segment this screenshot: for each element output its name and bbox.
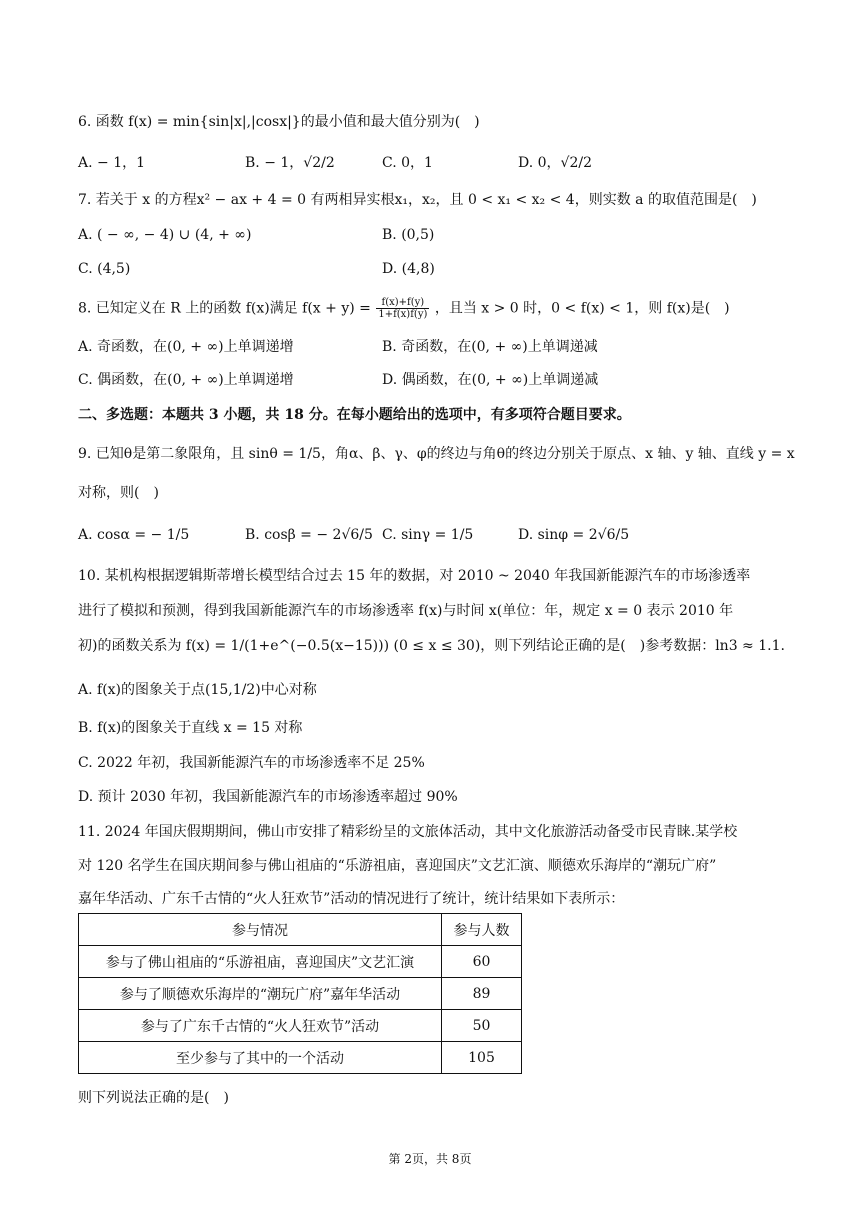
table-header-cell: 参与人数 <box>442 914 522 946</box>
table-cell: 105 <box>442 1042 522 1074</box>
q9-option-a: A. cosα = − 1/5 <box>78 527 190 543</box>
q8-fraction-numerator: f(x)+f(y) <box>376 297 429 309</box>
q6-stem: 6. 函数 f(x) = min{sin|x|,|cosx|}的最小值和最大值分别为( ) <box>78 114 480 130</box>
section-heading: 二、多选题：本题共 3 小题，共 18 分。在每小题给出的选项中，有多项符合题目要求。 <box>78 407 631 423</box>
table-cell: 50 <box>442 1010 522 1042</box>
q9-stem-line1: 9. 已知θ是第二象限角，且 sinθ = 1/5，角α、β、γ、φ的终边与角θ的终边分别关于原点、x 轴、y 轴、直线 y = x <box>78 446 795 462</box>
q8-option-c: C. 偶函数，在(0, + ∞)上单调递增 <box>78 372 294 388</box>
table-cell: 参与了佛山祖庙的“乐游祖庙，喜迎国庆”文艺汇演 <box>79 946 442 978</box>
q7-option-d: D. (4,8) <box>382 261 435 277</box>
q11-stem-line2: 对 120 名学生在国庆期间参与佛山祖庙的“乐游祖庙，喜迎国庆”文艺汇演、顺德欢乐海岸的“潮玩广府” <box>78 858 717 874</box>
table-cell: 89 <box>442 978 522 1010</box>
q6-option-a: A. − 1，1 <box>78 155 146 171</box>
table-cell: 参与了顺德欢乐海岸的“潮玩广府”嘉年华活动 <box>79 978 442 1010</box>
table-header-cell: 参与情况 <box>79 914 442 946</box>
q7-option-b: B. (0,5) <box>382 227 435 243</box>
q11-stem-line1: 11. 2024 年国庆假期期间，佛山市安排了精彩纷呈的文旅体活动，其中文化旅游活动备受市民青睐.某学校 <box>78 824 738 840</box>
q8-stem-part1: 8. 已知定义在 R 上的函数 f(x)满足 f(x + y) = <box>78 300 371 317</box>
table-cell: 参与了广东千古情的“火人狂欢节”活动 <box>79 1010 442 1042</box>
q7-option-c: C. (4,5) <box>78 261 131 277</box>
q11-stem-line3: 嘉年华活动、广东千古情的“火人狂欢节”活动的情况进行了统计，统计结果如下表所示： <box>78 891 625 907</box>
q6-option-c: C. 0，1 <box>382 155 433 171</box>
q7-option-a: A. ( − ∞, − 4) ∪ (4, + ∞) <box>78 227 252 243</box>
table-row <box>79 946 522 978</box>
q8-option-d: D. 偶函数，在(0, + ∞)上单调递减 <box>382 372 599 388</box>
q8-stem-part2: ，且当 x > 0 时，0 < f(x) < 1，则 f(x)是( ) <box>434 300 730 317</box>
q10-option-c: C. 2022 年初，我国新能源汽车的市场渗透率不足 25% <box>78 755 425 771</box>
table-row <box>79 1042 522 1074</box>
q10-stem-line3: 初)的函数关系为 f(x) = 1/(1+e^(−0.5(x−15))) (0 ≤ x ≤ 30)，则下列结论正确的是( )参考数据：ln3 ≈ 1.1. <box>78 638 785 654</box>
q9-option-b: B. cosβ = − 2√6/5 <box>245 527 373 543</box>
q10-option-a: A. f(x)的图象关于点(15,1/2)中心对称 <box>78 682 317 698</box>
q10-stem-line1: 10. 某机构根据逻辑斯蒂增长模型结合过去 15 年的数据，对 2010 ~ 2040 年我国新能源汽车的市场渗透率 <box>78 568 751 584</box>
q9-stem-line2: 对称，则( ) <box>78 485 159 501</box>
participation-table <box>78 913 522 1074</box>
q8-option-a: A. 奇函数，在(0, + ∞)上单调递增 <box>78 339 294 355</box>
q10-stem-line2: 进行了模拟和预测，得到我国新能源汽车的市场渗透率 f(x)与时间 x(单位：年，规定 x = 0 表示 2010 年 <box>78 603 734 619</box>
q6-option-d: D. 0，√2/2 <box>518 155 592 171</box>
q6-option-b: B. − 1，√2/2 <box>245 155 335 171</box>
q10-option-b: B. f(x)的图象关于直线 x = 15 对称 <box>78 720 303 736</box>
table-row <box>79 1010 522 1042</box>
q8-fraction <box>376 297 429 320</box>
q9-option-c: C. sinγ = 1/5 <box>382 527 474 543</box>
table-cell: 60 <box>442 946 522 978</box>
table-row <box>79 978 522 1010</box>
page-footer: 第 2页，共 8页 <box>388 1152 472 1166</box>
q9-option-d: D. sinφ = 2√6/5 <box>518 527 630 543</box>
q10-option-d: D. 预计 2030 年初，我国新能源汽车的市场渗透率超过 90% <box>78 789 458 805</box>
q8-fraction-denominator: 1+f(x)f(y) <box>378 309 428 320</box>
table-cell: 至少参与了其中的一个活动 <box>79 1042 442 1074</box>
table-header-row <box>79 914 522 946</box>
q8-option-b: B. 奇函数，在(0, + ∞)上单调递减 <box>382 339 598 355</box>
q8-stem <box>78 297 730 320</box>
q11-tail: 则下列说法正确的是( ) <box>78 1090 229 1106</box>
q7-stem: 7. 若关于 x 的方程x² − ax + 4 = 0 有两相异实根x₁，x₂，且 0 < x₁ < x₂ < 4，则实数 a 的取值范围是( ) <box>78 192 757 208</box>
